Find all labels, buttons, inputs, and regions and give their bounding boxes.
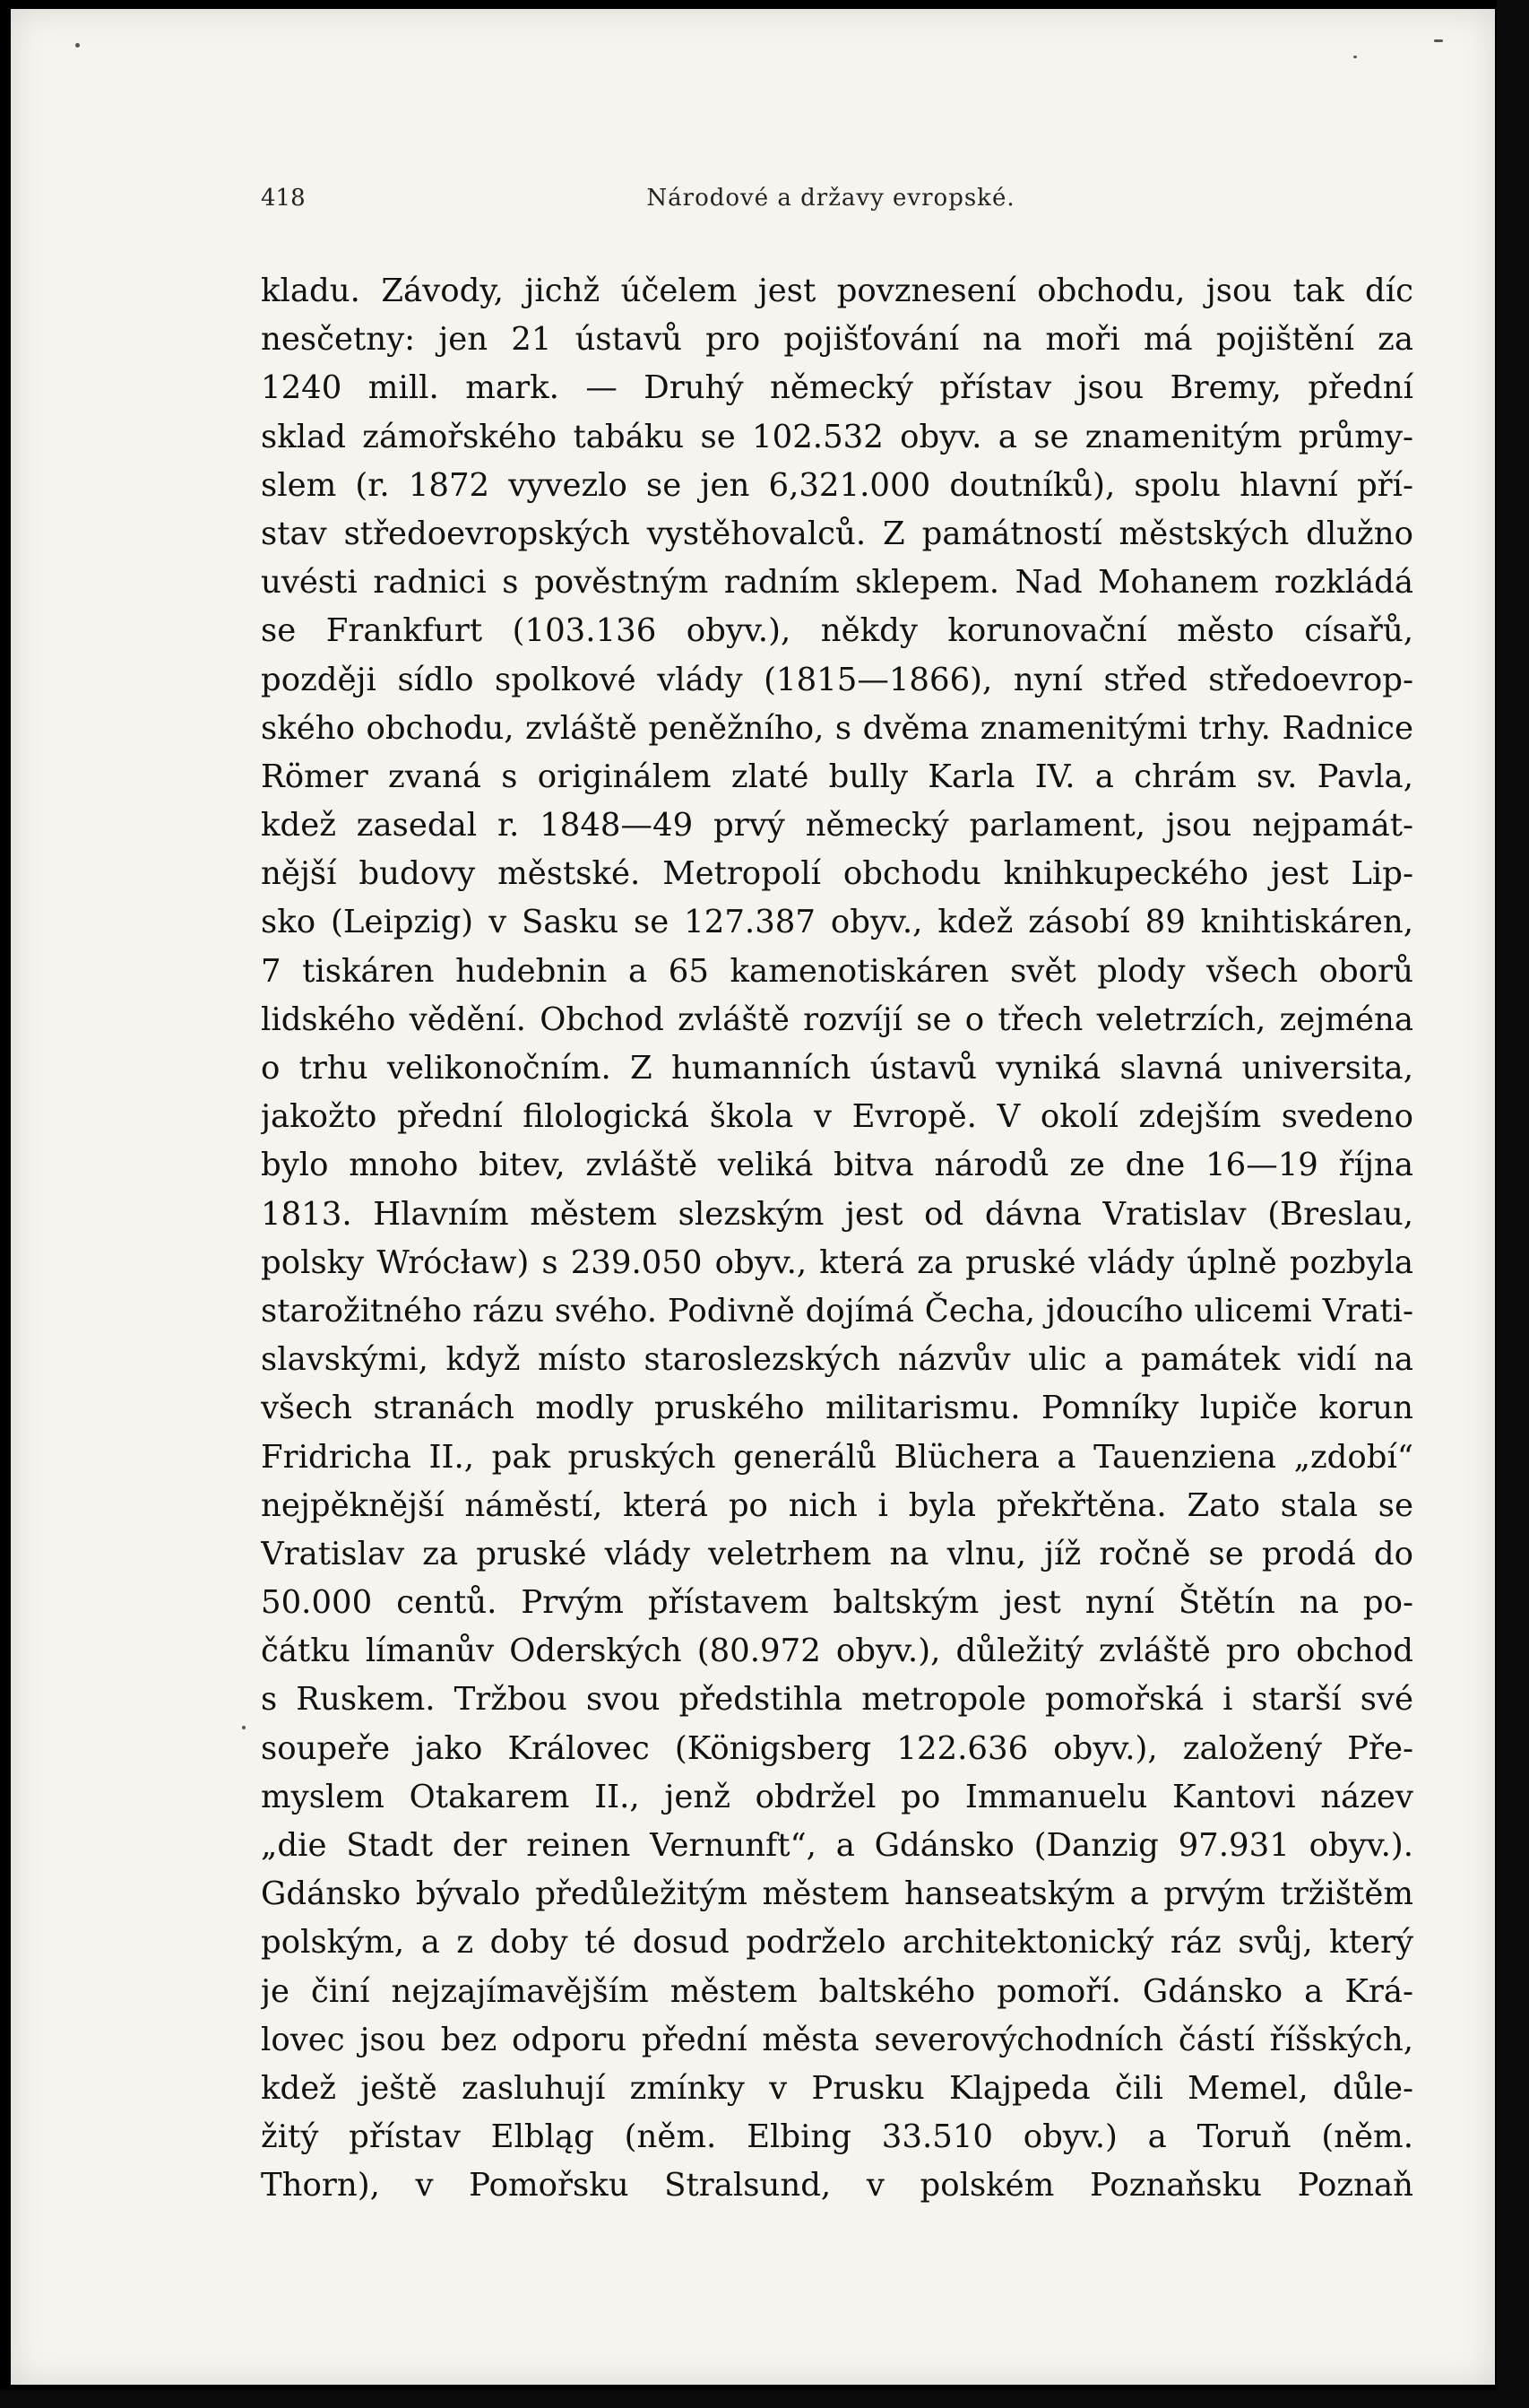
page-number: 418 <box>261 185 306 212</box>
text-line: nesčetny: jen 21 ústavů pro pojišťování na moři má pojištění za <box>261 321 1413 359</box>
body-text <box>261 267 1413 2211</box>
text-line: „die Stadt der reinen Vernunft“, a Gdánsko (Danzig 97.931 obyv.). <box>261 1827 1413 1864</box>
scan-edge-bottom <box>0 2390 1529 2408</box>
text-line: soupeře jako Královec (Königsberg 122.636 obyv.), založený Pře- <box>261 1729 1413 1767</box>
text-line: Römer zvaná s originálem zlaté bully Karla IV. a chrám sv. Pavla, <box>261 758 1413 795</box>
text-line: sko (Leipzig) v Sasku se 127.387 obyv., kdež zásobí 89 knihtiskáren, <box>261 904 1413 941</box>
text-line: kdež ještě zasluhují zmínky v Prusku Klajpeda čili Memel, důle- <box>261 2069 1413 2107</box>
text-line: o trhu velikonočním. Z humanních ústavů vyniká slavná universita, <box>261 1050 1413 1087</box>
text-line: je činí nejzajímavějším městem baltského pomoří. Gdánsko a Krá- <box>261 1972 1413 2010</box>
running-title: Národové a državy evropské. <box>646 185 1015 212</box>
text-line: 1240 mill. mark. — Druhý německý přístav jsou Bremy, přední <box>261 369 1413 407</box>
text-line: jakožto přední filologická škola v Evropě. V okolí zdejším svedeno <box>261 1098 1413 1136</box>
text-line: žitý přístav Elbląg (něm. Elbing 33.510 obyv.) a Toruň (něm. <box>261 2118 1413 2156</box>
text-line: 7 tiskáren hudebnin a 65 kamenotiskáren svět plody všech oborů <box>261 952 1413 990</box>
text-line: nější budovy městské. Metropolí obchodu knihkupeckého jest Lip- <box>261 855 1413 893</box>
text-line: všech stranách modly pruského militarismu. Pomníky lupiče korun <box>261 1390 1413 1427</box>
text-line: 50.000 centů. Prvým přístavem baltským jest nyní Štětín na po- <box>261 1584 1413 1622</box>
text-line: stav středoevropských vystěhovalců. Z památností městských dlužno <box>261 515 1413 552</box>
text-line: kdež zasedal r. 1848—49 prvý německý parlament, jsou nejpamát- <box>261 807 1413 845</box>
text-line: kladu. Závody, jichž účelem jest povznesení obchodu, jsou tak díc <box>261 273 1413 309</box>
paper-speck <box>242 1726 246 1729</box>
text-line: uvésti radnici s pověstným radním sklepem. Nad Mohanem rozkládá <box>261 564 1413 602</box>
text-line: čátku límanův Oderských (80.972 obyv.), důležitý zvláště pro obchod <box>261 1633 1413 1670</box>
scan-edge-right <box>1497 0 1529 2408</box>
text-line: později sídlo spolkové vlády (1815—1866), nyní střed středoevrop- <box>261 661 1413 698</box>
paper-speck <box>1434 39 1443 42</box>
text-line: Fridricha II., pak pruských generálů Blüchera a Tauenziena „zdobí“ <box>261 1438 1413 1476</box>
page-header <box>261 185 1401 221</box>
text-line: Vratislav za pruské vlády veletrhem na vlnu, jíž ročně se prodá do <box>261 1535 1413 1572</box>
text-line: nejpěknější náměstí, která po nich i byla překřtěna. Zato stala se <box>261 1486 1413 1524</box>
text-line: se Frankfurt (103.136 obyv.), někdy korunovační město císařů, <box>261 612 1413 650</box>
text-line: s Ruskem. Tržbou svou předstihla metropole pomořská i starší své <box>261 1681 1413 1719</box>
text-line: myslem Otakarem II., jenž obdržel po Immanuelu Kantovi název <box>261 1778 1413 1815</box>
paper-speck <box>1353 56 1357 58</box>
text-line: ského obchodu, zvláště peněžního, s dvěma znamenitými trhy. Radnice <box>261 709 1413 747</box>
text-line: 1813. Hlavním městem slezským jest od dávna Vratislav (Breslau, <box>261 1195 1413 1233</box>
paper-speck <box>75 43 80 48</box>
text-line: slavskými, když místo staroslezských názvův ulic a památek vidí na <box>261 1341 1413 1379</box>
text-line: polsky Wrócław) s 239.050 obyv., která za pruské vlády úplně pozbyla <box>261 1243 1413 1281</box>
text-line: sklad zámořského tabáku se 102.532 obyv. a se znamenitým průmy- <box>261 418 1413 455</box>
text-line: lovec jsou bez odporu přední města severovýchodních částí říšských, <box>261 2021 1413 2058</box>
text-line: lidského vědění. Obchod zvláště rozvíjí se o třech veletrzích, zejména <box>261 1000 1413 1038</box>
text-line: Gdánsko bývalo předůležitým městem hanseatským a prvým tržištěm <box>261 1875 1413 1913</box>
text-line: starožitného rázu svého. Podivně dojímá Čecha, jdoucího ulicemi Vrati- <box>261 1292 1413 1330</box>
text-line: slem (r. 1872 vyvezlo se jen 6,321.000 doutníků), spolu hlavní pří- <box>261 466 1413 504</box>
text-line: Thorn), v Pomořsku Stralsund, v polském Poznaňsku Poznaň <box>261 2167 1413 2204</box>
text-line: polským, a z doby té dosud podrželo architektonický ráz svůj, který <box>261 1924 1413 1962</box>
text-line: bylo mnoho bitev, zvláště veliká bitva národů ze dne 16—19 října <box>261 1147 1413 1184</box>
